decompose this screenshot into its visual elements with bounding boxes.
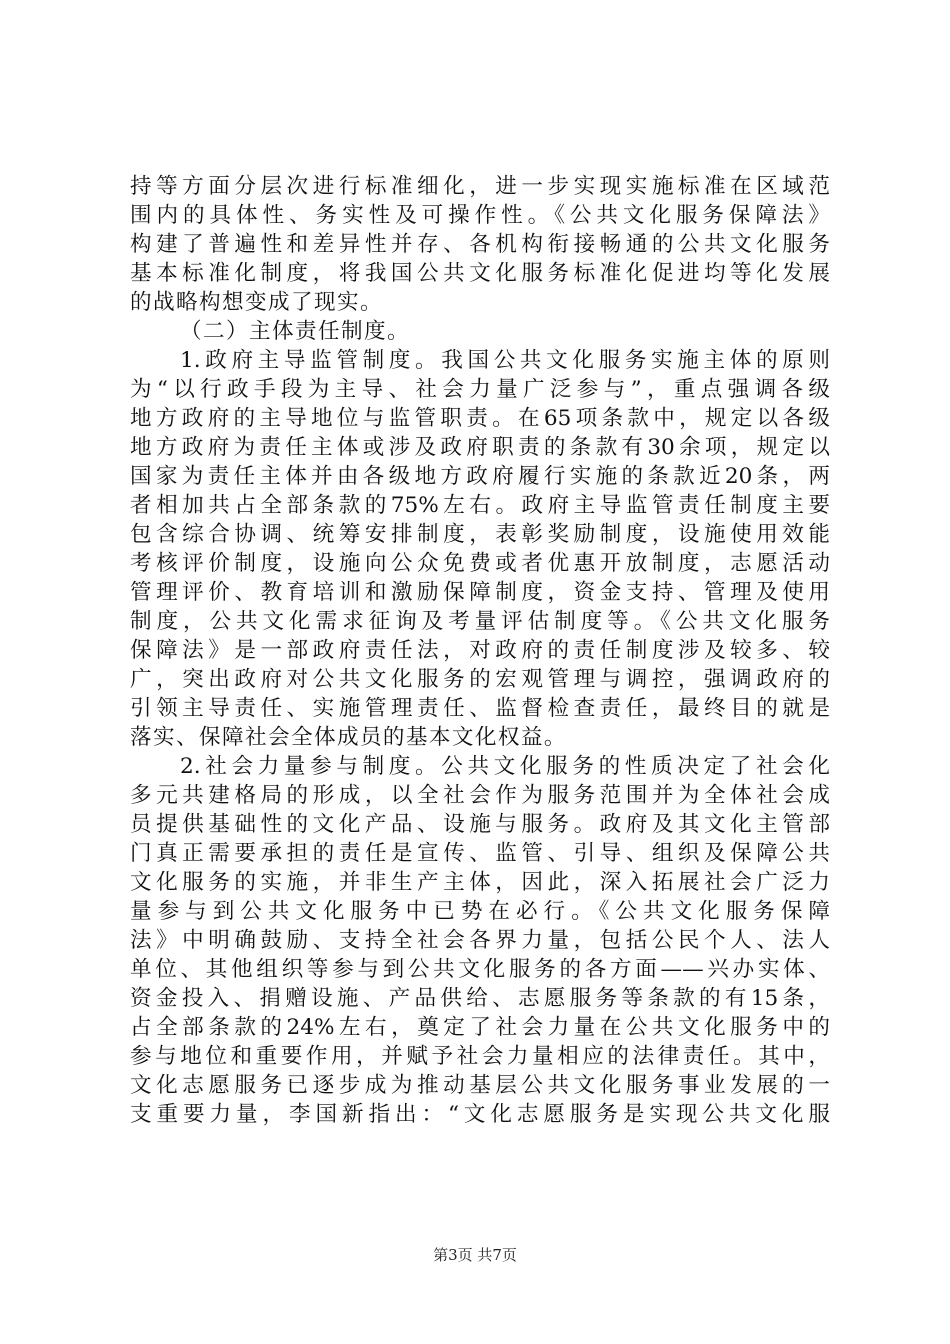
- text-line: 1.政府主导监管制度。我国公共文化服务实施主体的原则: [180, 348, 830, 373]
- text-line: 占全部条款的24%左右，奠定了社会力量在公共文化服务中的: [130, 1015, 830, 1040]
- text-line: 多元共建格局的形成，以全社会作为服务范围并为全体社会成: [130, 783, 830, 808]
- text-line: 国家为责任主体并由各级地方政府履行实施的条款近20条，两: [130, 464, 830, 489]
- text-line: 文化服务的实施，并非生产主体，因此，深入拓展社会广泛力: [130, 870, 830, 895]
- text-line: 考核评价制度，设施向公众免费或者优惠开放制度，志愿活动: [130, 551, 830, 576]
- text-line: 单位、其他组织等参与到公共文化服务的各方面——兴办实体、: [130, 957, 830, 982]
- text-line: 围内的具体性、务实性及可操作性。《公共文化服务保障法》: [130, 203, 830, 228]
- text-line: 引领主导责任、实施管理责任、监督检查责任，最终目的就是: [130, 696, 830, 721]
- text-line: 落实、保障社会全体成员的基本文化权益。: [130, 725, 567, 750]
- document-body: [130, 172, 830, 1129]
- text-line: 地方政府的主导地位与监管职责。在65项条款中，规定以各级: [130, 406, 830, 431]
- page-footer: 第3页 共7页: [433, 1246, 517, 1264]
- text-line: 保障法》是一部政府责任法，对政府的责任制度涉及较多、较: [130, 638, 830, 663]
- text-line: 管理评价、教育培训和激励保障制度，资金支持、管理及使用: [130, 580, 830, 605]
- text-line: 构建了普遍性和差异性并存、各机构衔接畅通的公共文化服务: [130, 232, 830, 257]
- text-line: 2.社会力量参与制度。公共文化服务的性质决定了社会化: [180, 754, 830, 779]
- text-line: 资金投入、捐赠设施、产品供给、志愿服务等条款的有15条，: [130, 986, 830, 1011]
- text-line: 基本标准化制度，将我国公共文化服务标准化促进均等化发展: [130, 261, 830, 286]
- text-line: 为“以行政手段为主导、社会力量广泛参与”，重点强调各级: [130, 377, 830, 402]
- text-line: 支重要力量，李国新指出：“文化志愿服务是实现公共文化服: [130, 1102, 830, 1127]
- text-line: 地方政府为责任主体或涉及政府职责的条款有30余项，规定以: [130, 435, 830, 460]
- text-line: （二）主体责任制度。: [180, 319, 410, 344]
- text-line: 门真正需要承担的责任是宣传、监管、引导、组织及保障公共: [130, 841, 830, 866]
- text-line: 者相加共占全部条款的75%左右。政府主导监管责任制度主要: [130, 493, 830, 518]
- text-line: 制度，公共文化需求征询及考量评估制度等。《公共文化服务: [130, 609, 830, 634]
- text-line: 量参与到公共文化服务中已势在必行。《公共文化服务保障: [130, 899, 830, 924]
- text-line: 文化志愿服务已逐步成为推动基层公共文化服务事业发展的一: [130, 1073, 830, 1098]
- text-line: 包含综合协调、统筹安排制度，表彰奖励制度，设施使用效能: [130, 522, 830, 547]
- text-line: 持等方面分层次进行标准细化，进一步实现实施标准在区域范: [130, 174, 830, 199]
- text-line: 的战略构想变成了现实。: [130, 290, 383, 315]
- text-line: 广，突出政府对公共文化服务的宏观管理与调控，强调政府的: [130, 667, 830, 692]
- text-line: 员提供基础性的文化产品、设施与服务。政府及其文化主管部: [130, 812, 830, 837]
- text-line: 法》中明确鼓励、支持全社会各界力量，包括公民个人、法人: [130, 928, 830, 953]
- text-line: 参与地位和重要作用，并赋予社会力量相应的法律责任。其中，: [130, 1044, 830, 1069]
